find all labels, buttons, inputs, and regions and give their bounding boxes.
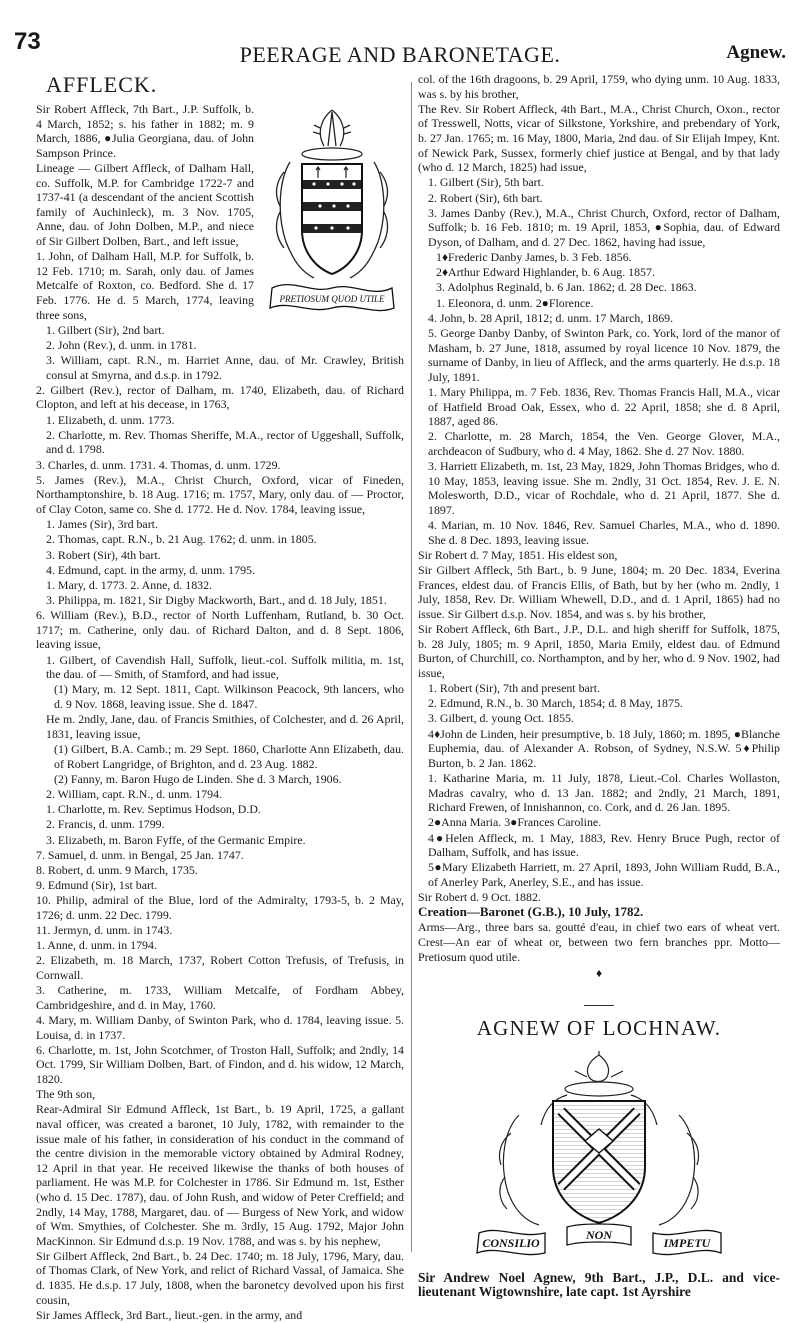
entry-line: 1. Mary Philippa, m. 7 Feb. 1836, Rev. Thomas Francis Hall, M.A., vicar of Hatfield Broad Oak, Essex, who d. 22 April, 1858; she d. 8 April, 1887, aged 86. (428, 385, 780, 429)
entry-line: 6. William (Rev.), B.D., rector of North Luffenham, Rutland, b. 30 Oct. 1717; m. Catherine, only dau. of Richard Dalton, and d. 8 Sept. 1806, leaving issue, (36, 608, 404, 652)
entry-sir-andrew-agnew: Sir Andrew Noel Agnew, 9th Bart., J.P., D.L. and vice-lieutenant Wigtownshire, late capt. 1st Ayrshire (418, 1269, 780, 1300)
entry-line: 3. William, capt. R.N., m. Harriet Anne, dau. of Mr. Crawley, British consul at Smyrna, and d.s.p. in 1792. (46, 353, 404, 382)
page-header (0, 28, 800, 68)
entry-line: 6. Charlotte, m. 1st, John Scotchmer, of Troston Hall, Suffolk; and 2ndly, 14 Oct. 1799, Sir William Dolben, Bart. of Findon, and d. his widow, 12 March, 1820. (36, 1042, 404, 1086)
entry-line: 1. Robert (Sir), 7th and present bart. (428, 681, 601, 696)
page-number: 73 (14, 28, 41, 55)
entry-line: 1. Gilbert (Sir), 5th bart. (428, 175, 544, 190)
entry-line: 9. Edmund (Sir), 1st bart. (36, 878, 158, 893)
entry-sir-robert-7th: Sir Robert Affleck, 7th Bart., J.P. Suffolk, b. 4 March, 1852; s. his father in 1882; m. 9 March, 1886, ●Julia Georgiana, dau. of John Sampson Prince. (36, 102, 254, 160)
entry-line: 4. John, b. 28 April, 1812; d. unm. 17 March, 1869. (428, 310, 674, 325)
entry-line: Sir Robert d. 7 May, 1851. His eldest son, (418, 547, 618, 562)
entry-sir-robert-6th: Sir Robert Affleck, 6th Bart., J.P., D.L. and high sheriff for Suffolk, 1875, b. 28 July, 1805; m. 9 April, 1850, Maria Emily, eldest dau. of Edmund Burton, of Churchill, co. Northampton, and by her, who d. 9 Nov. 1902, had issue, (418, 622, 780, 680)
entry-line: 4♦John de Linden, heir presumptive, b. 18 July, 1860; m. 1895, ●Blanche Euphemia, dau. of Alexander A. Robson, of Sydney, N.S.W. 5♦Philip Burton, b. 2 Jan. 1862. (428, 726, 780, 770)
section-title-affleck: AFFLECK. (46, 72, 158, 97)
entry-line: 5●Mary Elizabeth Harriett, m. 27 April, 1893, John William Rudd, B.A., of Anerley Park, Anerley, S.E., and has issue. (428, 860, 780, 889)
entry-creation: Creation—Baronet (G.B.), 10 July, 1782. (418, 904, 644, 920)
entry-line: 1. Gilbert, of Cavendish Hall, Suffolk, lieut.-col. Suffolk militia, m. 1st, the dau. of — Smith, of Stamford, and had issue, (46, 652, 404, 682)
left-column (36, 72, 404, 1323)
entry-line: 3. Gilbert, d. young Oct. 1855. (428, 711, 574, 726)
section-separator-diamond: ♦ (595, 966, 603, 981)
entry-line: 2. William, capt. R.N., d. unm. 1794. (46, 786, 222, 801)
section-title-agnew: AGNEW OF LOCHNAW. (418, 1005, 780, 1041)
entry-line: col. of the 16th dragoons, b. 29 April, 1759, who dying unm. 10 Aug. 1833, was s. by his brother, (418, 72, 780, 101)
entry-line: 4. Mary, m. William Danby, of Swinton Park, who d. 1784, leaving issue. 5. Louisa, d. in 1737. (36, 1013, 404, 1042)
entry-line: 1. Elizabeth, d. unm. 1773. (46, 412, 175, 427)
entry-line: 2. Elizabeth, m. 18 March, 1737, Robert Cotton Trefusis, of Trefusis, in Cornwall. (36, 953, 404, 983)
entry-line: 2●Anna Maria. 3●Frances Caroline. (428, 815, 602, 830)
entry-sir-gilbert-2nd: Sir James Affleck, 3rd Bart., lieut.-gen. in the army, and (36, 1307, 303, 1322)
entry-line: 3. Elizabeth, m. Baron Fyffe, of the Germanic Empire. (46, 832, 306, 847)
entry-rear-admiral-edmund: Sir Gilbert Affleck, 2nd Bart., b. 24 Dec. 1740; m. 18 July, 1796, Mary, dau. of Thomas Clark, of New York, and relict of Richard Vassal, of Jamaica. She d. 1835. He d.s.p. 17 July, 1808, when the baronetcy devolved upon his first cousin, (36, 1248, 404, 1307)
entry-john-dalham: 1. John, of Dalham Hall, M.P. for Suffolk, b. 12 Feb. 1710; m. Sarah, only dau. of James Metcalfe of Roxton, co. Bedford. She d. 17 Feb. 1776. He d. 5 March, 1774, leaving three sons, (36, 249, 254, 322)
entry-line: 2. Charlotte, m. 28 March, 1854, the Ven. George Glover, M.A., archdeacon of Sudbury, who d. 4 May, 1862. She d. 27 Nov. 1880. (428, 429, 780, 458)
entry-line: 2. Robert (Sir), 6th bart. (428, 190, 543, 205)
agnew-motto-word-1: CONSILIO (482, 1235, 540, 1250)
entry-line: 4. Edmund, capt. in the army, d. unm. 1795. (46, 562, 255, 577)
entry-line: 1. Katharine Maria, m. 11 July, 1878, Lieut.-Col. Charles Wollaston, Madras cavalry, who d. 13 Jan. 1882; and 2ndly, 21 March, 1891, Richard Frewen, of Innishannon, co. Cork, and d. 26 Jan. 1895. (428, 770, 780, 815)
entry-line: 3. Robert (Sir), 4th bart. (46, 547, 161, 562)
entry-line: 5. James (Rev.), M.A., Christ Church, Oxford, vicar of Fineden, Northamptonshire, b. 18 Aug. 1716; m. 1757, Mary, only dau. of — Proctor, of Clay Coton, same co. She d. 1772. He d. Nov. 1784, leaving issue, (36, 472, 404, 516)
corner-surname: Agnew. (726, 42, 786, 63)
entry-rev-sir-robert-4th: The Rev. Sir Robert Affleck, 4th Bart., M.A., Christ Church, Oxon., rector of Tresswell, Notts, vicar of Silkstone, Yorkshire, and prebendary of York, b. 27 Jan. 1765; m. 16 May, 1800, Maria, 2nd dau. of Sir Elijah Impey, Knt. of Newick Park, Sussex, formerly chief justice at Bengal, and by that lady (who d. 12 March, 1825) had issue, (418, 101, 780, 175)
agnew-motto-word-3: IMPETU (663, 1235, 711, 1250)
entry-line: 1. Gilbert (Sir), 2nd bart. (46, 322, 165, 337)
affleck-coat-of-arms-icon (262, 102, 402, 322)
entry-line: 2. Gilbert (Rev.), rector of Dalham, m. 1740, Elizabeth, dau. of Richard Clopton, and left at his decease, in 1763, (36, 382, 404, 412)
entry-line: 2♦Arthur Edward Highlander, b. 6 Aug. 1857. (436, 265, 655, 280)
entry-line: 4. Marian, m. 10 Nov. 1846, Rev. Samuel Charles, M.A., who d. 1890. She d. 8 Dec. 1893, leaving issue. (428, 518, 780, 547)
entry-line: Sir Robert d. 9 Oct. 1882. (418, 890, 541, 905)
entry-line: 1♦Frederic Danby James, b. 3 Feb. 1856. (436, 250, 632, 265)
right-column (418, 72, 780, 1301)
entry-line: (1) Gilbert, B.A. Camb.; m. 29 Sept. 1860, Charlotte Ann Elizabeth, dau. of Robert Langridge, of Brighton, and d. 23 Aug. 1882. (54, 742, 404, 771)
entry-sir-gilbert-5th: Sir Gilbert Affleck, 5th Bart., b. 9 June, 1804; m. 20 Dec. 1834, Everina Frances, eldest dau. of Francis Ellis, of Bath, but by her (who m. 2ndly, 1 July, 1858, Rev. Dr. William Whewell, D.D., and d. 1 April, 1865) had no issue. Sir Gilbert d.s.p. Nov. 1854, and was s. by his brother, (418, 563, 780, 621)
entry-line: He m. 2ndly, Jane, dau. of Francis Smithies, of Colchester, and d. 26 April, 1831, leaving issue, (46, 712, 404, 741)
entry-line: 8. Robert, d. unm. 9 March, 1735. (36, 862, 198, 877)
entry-lineage: Lineage — Gilbert Affleck, of Dalham Hall, co. Suffolk, M.P. for Cambridge 1722-7 and 1737-41 (a descendant of the ancient Scottish family of Auchinleck), m. 3 Nov. 1705, Anne, dau. of John Dolben, M.P., and niece of Sir Gilbert Dolben, Bart., and left issue, (36, 160, 254, 248)
entry-line: 2. John (Rev.), d. unm. in 1781. (46, 337, 197, 352)
entry-line: 3. Adolphus Reginald, b. 6 Jan. 1862; d. 28 Dec. 1863. (436, 280, 697, 295)
entry-line: 2. Charlotte, m. Rev. Thomas Sheriffe, M.A., rector of Uggeshall, Suffolk, and d. 1798. (46, 427, 404, 457)
entry-line: 3. Charles, d. unm. 1731. 4. Thomas, d. unm. 1729. (36, 457, 281, 472)
entry-line: 3. Catherine, m. 1733, William Metcalfe, of Fordham Abbey, Cambridgeshire, and d. in May, 1760. (36, 983, 404, 1012)
entry-line: 11. Jermyn, d. unm. in 1743. (36, 923, 173, 938)
entry-line: 2. Thomas, capt. R.N., b. 21 Aug. 1762; d. unm. in 1805. (46, 532, 317, 547)
agnew-coat-of-arms-icon (449, 1049, 749, 1261)
entry-line: 3. James Danby (Rev.), M.A., Christ Church, Oxford, rector of Dalham, Suffolk; b. 16 Feb. 1810; m. 19 April, 1853, ●Sophia, dau. of Edward Dyson, of Dalham, and d. 27 Dec. 1862, having had issue, (428, 205, 780, 249)
entry-line: 1. James (Sir), 3rd bart. (46, 517, 158, 532)
entry-arms: Arms—Arg., three bars sa. goutté d'eau, in chief two ears of wheat vert. Crest—An ear of wheat or, between two fern branches ppr. Motto—Pretiosum quod utile. (418, 920, 780, 964)
agnew-motto-word-2: NON (586, 1227, 612, 1242)
entry-line: (1) Mary, m. 12 Sept. 1811, Capt. Wilkinson Peacock, 9th lancers, who d. 9 Nov. 1868, leaving issue. She d. 1847. (54, 682, 404, 712)
entry-line: 1. Mary, d. 1773. 2. Anne, d. 1832. (46, 577, 213, 592)
entry-line: 5. George Danby Danby, of Swinton Park, co. York, lord of the manor of Masham, b. 27 June, 1818, assumed by royal licence 10 Nov. 1879, the surname of Danby, in lieu of Affleck, and the arms quarterly. He d.s.p. 18 July, 1891. (428, 326, 780, 384)
entry-line: 10. Philip, admiral of the Blue, lord of the Admiralty, 1793-5, b. 2 May, 1726; d. unm. 22 Dec. 1799. (36, 893, 404, 922)
entry-line: 4●Helen Affleck, m. 1 May, 1883, Rev. Henry Bruce Pugh, rector of Dalham, Suffolk, and has issue. (428, 830, 780, 860)
arms-motto-text: PRETIOSUM QUOD UTILE (279, 294, 385, 304)
entry-line: 1. Eleonora, d. unm. 2●Florence. (436, 295, 594, 310)
entry-line: 3. Harriett Elizabeth, m. 1st, 23 May, 1829, John Thomas Bridges, who d. 10 May, 1853, leaving issue. She m. 2ndly, 31 Oct. 1854, Rev. J. E. N. Molesworth, D.D., vicar of Rochdale, who d. 21 April, 1877. She d. 1897. (428, 459, 780, 517)
entry-line: 1. Anne, d. unm. in 1794. (36, 938, 157, 953)
entry-line: 2. Francis, d. unm. 1799. (46, 817, 165, 832)
running-title: PEERAGE AND BARONETAGE. (239, 42, 561, 67)
entry-line: Rear-Admiral Sir Edmund Affleck, 1st Bart., b. 19 April, 1725, a gallant naval officer, was created a baronet, 10 July, 1782, with remainder to the issue male of his father, in consideration of his conduct in the command of the centre division in the memorable victory obtained by Admiral Rodney, 12 April in that year. He received likewise the thanks of both houses of parliament. He was M.P. for Colchester in 1786. Sir Edmund m. 1st, Esther (who d. 15 Dec. 1787), dau. of John Rush, and widow of Peter Creffield; and 2ndly, 14 May, 1788, Margaret, dau. of — Burgess of New York, and widow of Wm. Smythies, of Colchester. She m. 3rdly, 15 Aug. 1792, Major John MacKinnon. Sir Edmund d.s.p. 19 Nov. 1788, and was s. by his nephew, (36, 1102, 404, 1248)
entry-line: 2. Edmund, R.N., b. 30 March, 1854; d. 8 May, 1875. (428, 696, 683, 711)
entry-line: The 9th son, (36, 1087, 96, 1102)
entry-line: (2) Fanny, m. Baron Hugo de Linden. She d. 3 March, 1906. (54, 771, 342, 786)
entry-line: 7. Samuel, d. unm. in Bengal, 25 Jan. 1747. (36, 847, 244, 862)
entry-line: 3. Philippa, m. 1821, Sir Digby Mackworth, Bart., and d. 18 July, 1851. (46, 593, 387, 608)
entry-line: 1. Charlotte, m. Rev. Septimus Hodson, D.D. (46, 802, 261, 817)
